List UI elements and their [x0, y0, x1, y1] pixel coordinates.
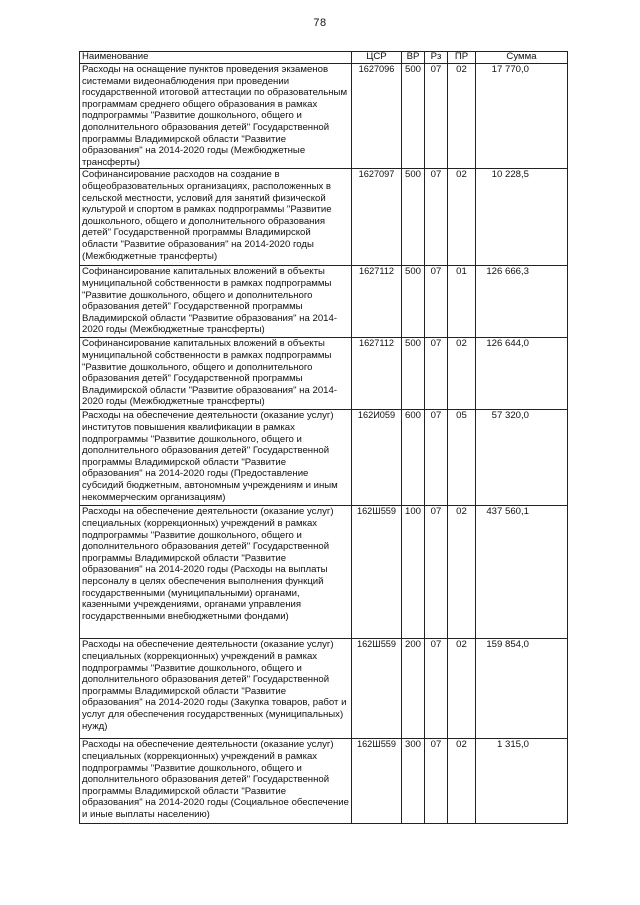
cell-name: Расходы на обеспечение деятельности (оказание услуг) специальных (коррекционных) учреждений в рамках подпрограммы "Развитие дошкольного, общего и дополнительного образования детей" Государственной программы Владимирской области "Развитие образования" на 2014-2020 годы (Расходы на выплаты персоналу в целях обеспечения выполнения функций государственными (муниципальными) органами, казенными учреждениями, органами управления государственными внебюджетными фондами) — [80, 506, 352, 639]
table-row — [80, 410, 568, 506]
cell-code: 162И059 — [352, 410, 402, 506]
cell-vr: 200 — [402, 639, 425, 739]
header-name: Наименование — [80, 52, 352, 64]
cell-vr: 500 — [402, 266, 425, 338]
cell-sum: 126 666,3 — [476, 266, 568, 338]
cell-rz: 07 — [425, 639, 448, 739]
header-rz: Рз — [425, 52, 448, 64]
cell-code: 1627112 — [352, 338, 402, 410]
cell-name: Софинансирование капитальных вложений в объекты муниципальной собственности в рамках подпрограммы "Развитие дошкольного, общего и дополнительного образования детей" Государственной программы Владимирской области "Развитие образования" на 2014-2020 годы (Межбюджетные трансферты) — [80, 266, 352, 338]
table-row — [80, 338, 568, 410]
cell-vr: 500 — [402, 64, 425, 169]
cell-rz: 07 — [425, 338, 448, 410]
cell-vr: 600 — [402, 410, 425, 506]
cell-name: Расходы на оснащение пунктов проведения экзаменов системами видеонаблюдения при проведении государственной итоговой аттестации по образовательным программам среднего общего образования в рамках подпрограммы "Развитие дошкольного, общего и дополнительного образования детей" Государственной программы Владимирской области "Развитие образования" на 2014-2020 годы (Межбюджетные трансферты) — [80, 64, 352, 169]
cell-vr: 500 — [402, 338, 425, 410]
cell-sum: 437 560,1 — [476, 506, 568, 639]
cell-pr: 02 — [448, 64, 476, 169]
table-row — [80, 739, 568, 824]
cell-code: 162Ш559 — [352, 506, 402, 639]
cell-pr: 02 — [448, 639, 476, 739]
table-row — [80, 64, 568, 169]
cell-name: Софинансирование расходов на создание в общеобразовательных организациях, расположенных в сельской местности, условий для занятий физической культурой и спортом в рамках подпрограммы "Развитие дошкольного, общего и дополнительного образования детей" Государственной программы Владимирской области "Развитие образования" на 2014-2020 годы (Межбюджетные трансферты) — [80, 169, 352, 266]
cell-sum: 159 854,0 — [476, 639, 568, 739]
table-row — [80, 506, 568, 639]
table-row — [80, 639, 568, 739]
cell-pr: 02 — [448, 739, 476, 824]
cell-name: Софинансирование капитальных вложений в объекты муниципальной собственности в рамках подпрограммы "Развитие дошкольного, общего и дополнительного образования детей" Государственной программы Владимирской области "Развитие образования" на 2014-2020 годы (Межбюджетные трансферты) — [80, 338, 352, 410]
cell-sum: 1 315,0 — [476, 739, 568, 824]
cell-rz: 07 — [425, 169, 448, 266]
table-header-row — [80, 52, 568, 64]
table-row — [80, 169, 568, 266]
cell-rz: 07 — [425, 64, 448, 169]
cell-vr: 500 — [402, 169, 425, 266]
header-code: ЦСР — [352, 52, 402, 64]
header-sum: Сумма — [476, 52, 568, 64]
header-pr: ПР — [448, 52, 476, 64]
cell-code: 162Ш559 — [352, 639, 402, 739]
cell-rz: 07 — [425, 506, 448, 639]
cell-code: 162Ш559 — [352, 739, 402, 824]
cell-sum: 10 228,5 — [476, 169, 568, 266]
cell-pr: 02 — [448, 169, 476, 266]
cell-name: Расходы на обеспечение деятельности (оказание услуг) институтов повышения квалификации в рамках подпрограммы "Развитие дошкольного, общего и дополнительного образования детей" Государственной программы Владимирской области "Развитие образования" на 2014-2020 годы (Предоставление субсидий бюджетным, автономным учреждениям и иным некоммерческим организациям) — [80, 410, 352, 506]
cell-vr: 100 — [402, 506, 425, 639]
cell-pr: 02 — [448, 506, 476, 639]
cell-vr: 300 — [402, 739, 425, 824]
cell-pr: 01 — [448, 266, 476, 338]
cell-code: 1627112 — [352, 266, 402, 338]
cell-pr: 05 — [448, 410, 476, 506]
cell-name: Расходы на обеспечение деятельности (оказание услуг) специальных (коррекционных) учреждений в рамках подпрограммы "Развитие дошкольного, общего и дополнительного образования детей" Государственной программы Владимирской области "Развитие образования" на 2014-2020 годы (Социальное обеспечение и иные выплаты населению) — [80, 739, 352, 824]
cell-sum: 126 644,0 — [476, 338, 568, 410]
cell-code: 1627097 — [352, 169, 402, 266]
cell-sum: 57 320,0 — [476, 410, 568, 506]
cell-code: 1627096 — [352, 64, 402, 169]
cell-rz: 07 — [425, 410, 448, 506]
cell-rz: 07 — [425, 739, 448, 824]
header-vr: ВР — [402, 52, 425, 64]
table-row — [80, 266, 568, 338]
page-number: 78 — [313, 17, 327, 29]
cell-name: Расходы на обеспечение деятельности (оказание услуг) специальных (коррекционных) учреждений в рамках подпрограммы "Развитие дошкольного, общего и дополнительного образования детей" Государственной программы Владимирской области "Развитие образования" на 2014-2020 годы (Закупка товаров, работ и услуг для обеспечения государственных (муниципальных) нужд) — [80, 639, 352, 739]
budget-table — [79, 51, 568, 824]
cell-rz: 07 — [425, 266, 448, 338]
cell-pr: 02 — [448, 338, 476, 410]
cell-sum: 17 770,0 — [476, 64, 568, 169]
